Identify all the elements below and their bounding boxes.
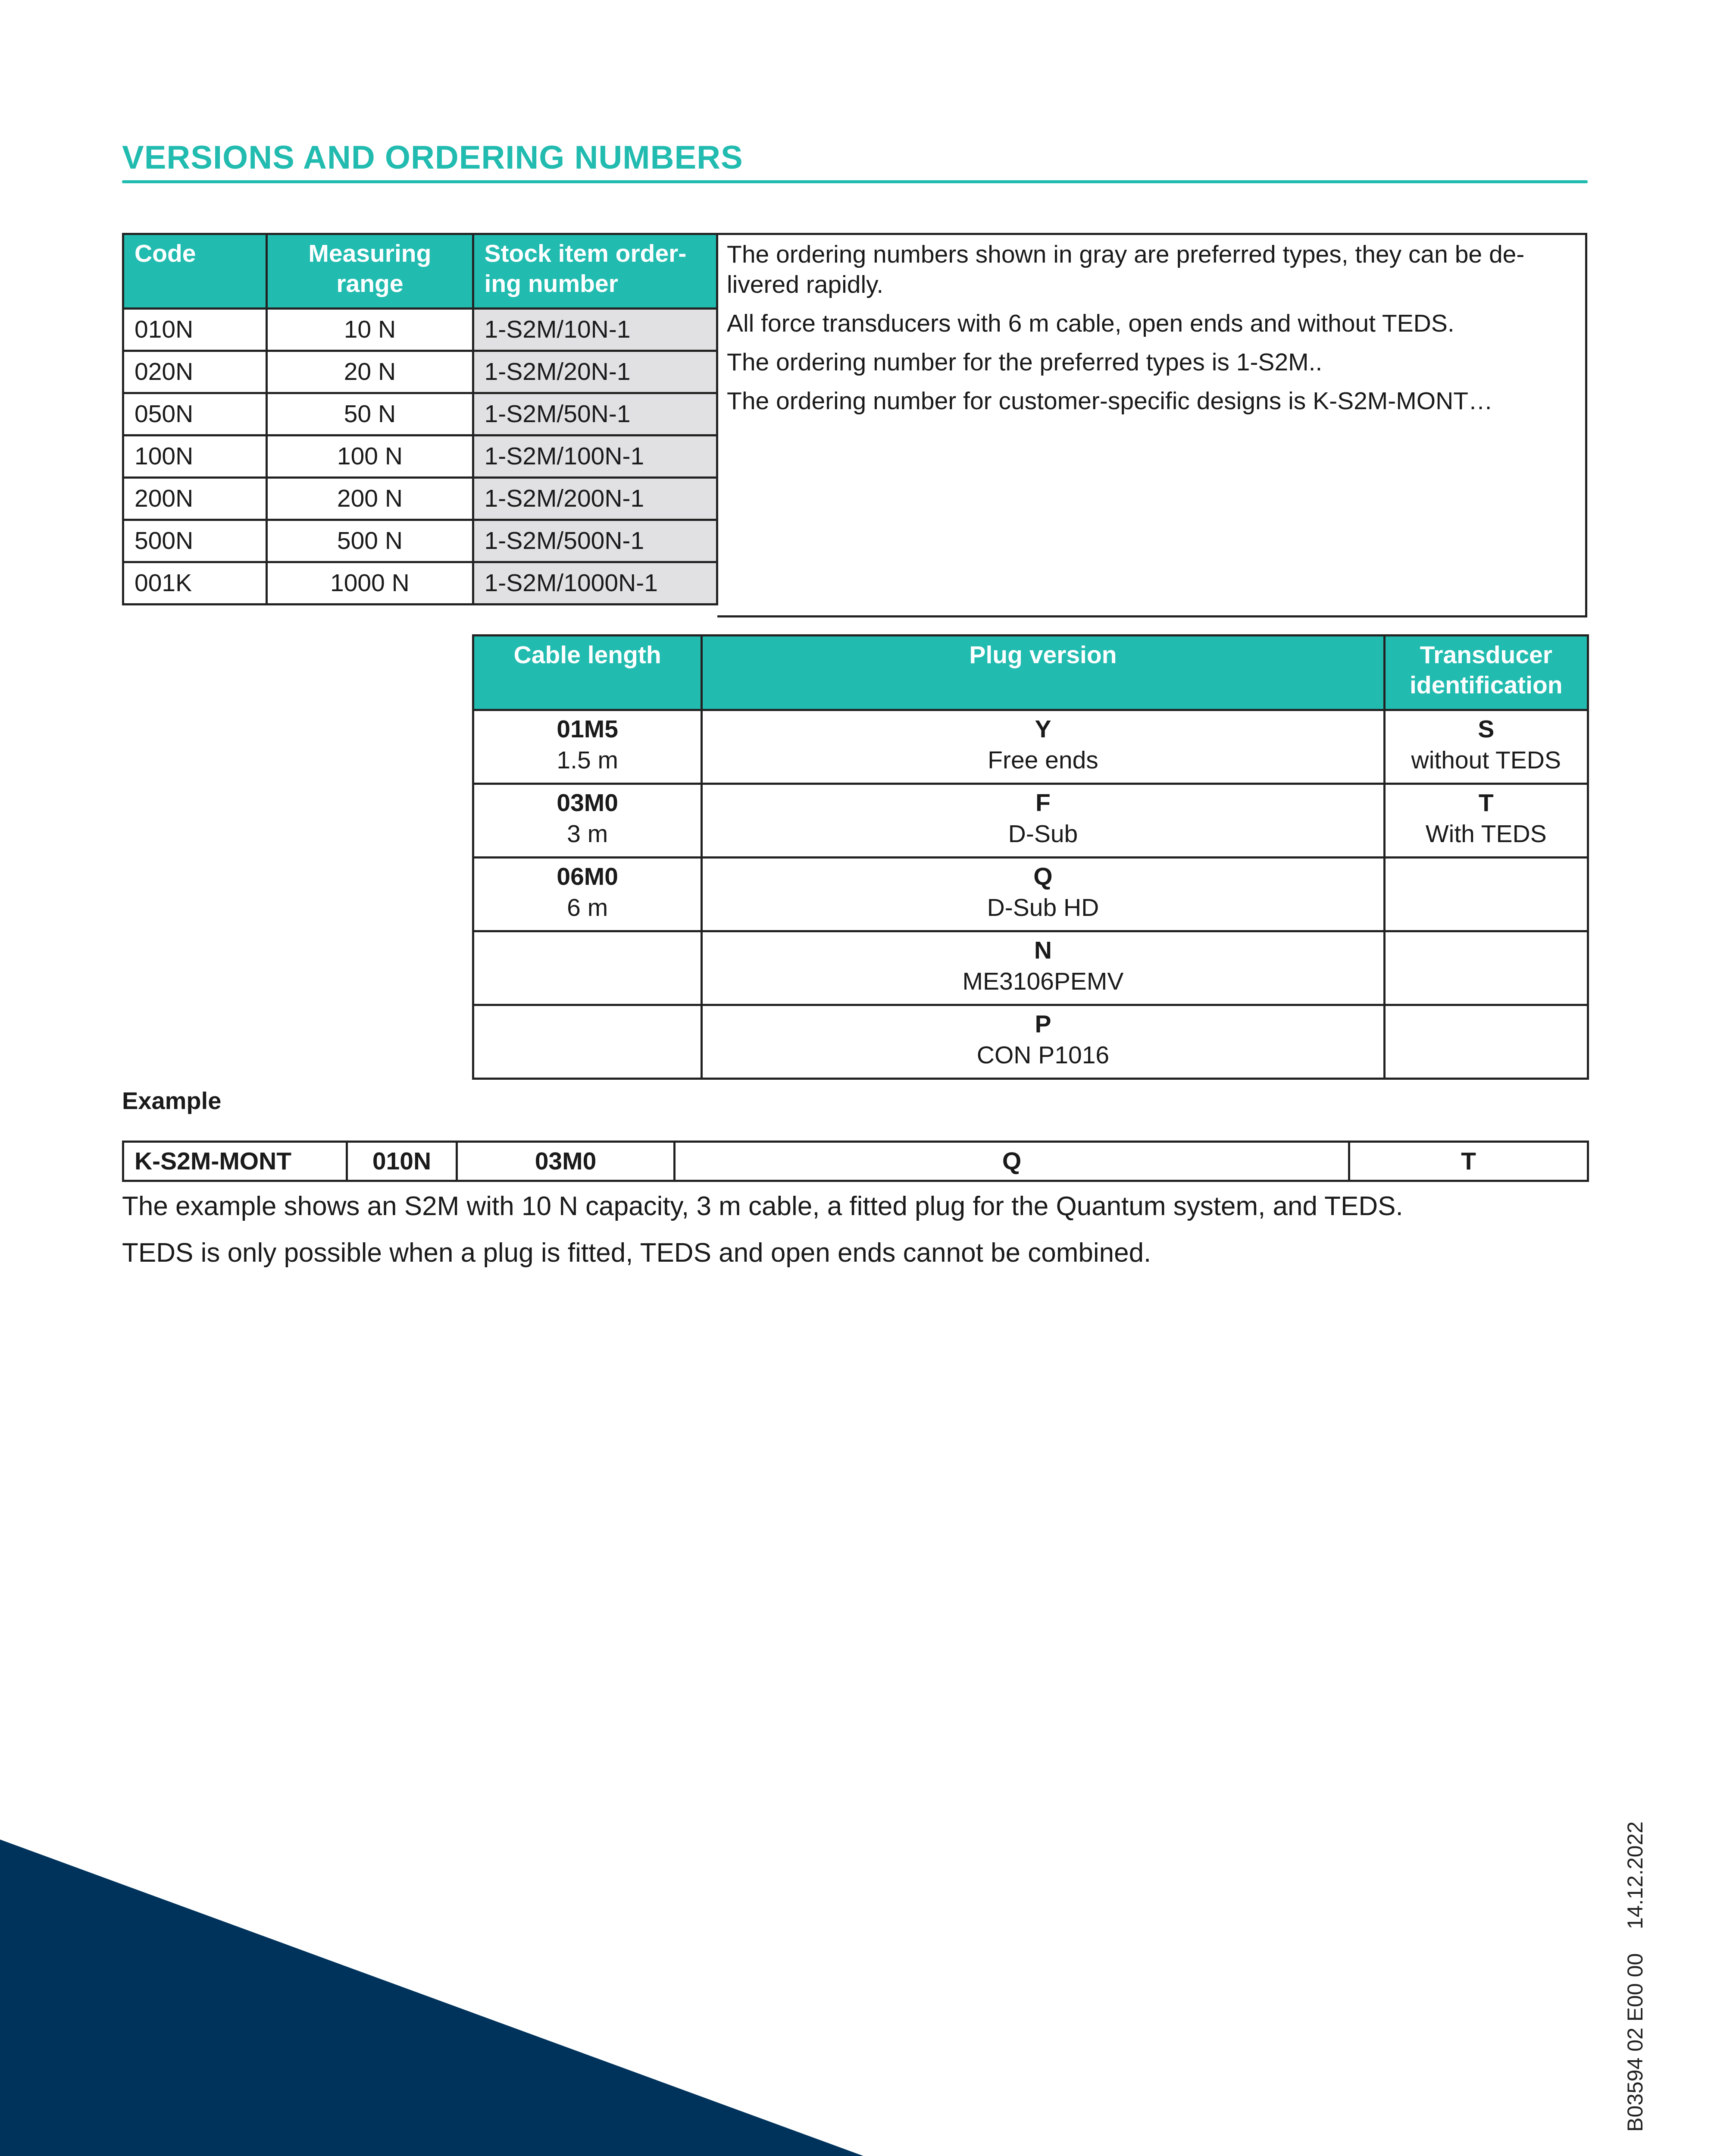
plug-code: F (1035, 789, 1051, 817)
example-description: The example shows an S2M with 10 N capacity, 3 m cable, a fitted plug for the Quantum system, and TEDS. (122, 1191, 1403, 1221)
stock-ordering-number-cell: 1-S2M/200N-1 (473, 478, 717, 520)
transducer-id-cell (1384, 710, 1588, 784)
versions-row (123, 562, 717, 605)
code-cell: 500N (123, 520, 267, 562)
plug-code: N (1034, 937, 1052, 964)
code-cell: 200N (123, 478, 267, 520)
cable-length-cell (473, 1005, 702, 1079)
header-plug-version: Plug version (702, 636, 1384, 710)
cable-description: 6 m (567, 894, 608, 921)
header-stock-ordering-number: Stock item order-ing number (473, 234, 717, 309)
example-cell-code: 010N (347, 1142, 457, 1181)
measuring-range-cell: 20 N (267, 351, 473, 393)
options-row (473, 1005, 1588, 1079)
plug-description: Free ends (988, 746, 1098, 774)
tid-code: S (1478, 715, 1495, 743)
note: The ordering numbers shown in gray are preferred types, they can be de-livered rapidly. (727, 241, 1525, 298)
cable-length-cell (473, 710, 702, 784)
options-header-row (473, 636, 1588, 710)
header-measuring-range: Measuring range (267, 234, 473, 309)
options-row (473, 710, 1588, 784)
plug-version-cell (702, 858, 1384, 931)
document-code (1623, 1821, 1648, 2132)
code-cell: 010N (123, 309, 267, 351)
stock-ordering-number-cell: 1-S2M/10N-1 (473, 309, 717, 351)
cable-length-cell (473, 858, 702, 931)
doc-number: B03594 02 E00 00 (1623, 1953, 1647, 2132)
transducer-id-cell (1384, 858, 1588, 931)
versions-row (123, 478, 717, 520)
navy-triangle (0, 1839, 1585, 2156)
stock-ordering-number-cell: 1-S2M/100N-1 (473, 436, 717, 478)
options-table (472, 634, 1589, 1080)
example-heading: Example (122, 1087, 222, 1114)
doc-date: 14.12.2022 (1623, 1821, 1647, 1930)
tid-code: T (1478, 789, 1494, 817)
plug-description: ME3106PEMV (962, 968, 1124, 995)
options-row (473, 931, 1588, 1005)
versions-row (123, 309, 717, 351)
ordering-notes (717, 233, 1587, 617)
header-code: Code (123, 234, 267, 309)
versions-row (123, 351, 717, 393)
cable-code: 06M0 (557, 863, 618, 890)
cable-code: 03M0 (557, 789, 618, 817)
stock-ordering-number-cell: 1-S2M/1000N-1 (473, 562, 717, 605)
example-table (122, 1141, 1589, 1182)
cable-description: 1.5 m (557, 746, 618, 774)
example-cell-base: K-S2M-MONT (123, 1142, 347, 1181)
transducer-id-cell (1384, 931, 1588, 1005)
tid-description: without TEDS (1411, 746, 1561, 774)
plug-code: P (1035, 1010, 1051, 1038)
measuring-range-cell: 10 N (267, 309, 473, 351)
stock-ordering-number-cell: 1-S2M/500N-1 (473, 520, 717, 562)
measuring-range-cell: 50 N (267, 393, 473, 436)
plug-version-cell (702, 931, 1384, 1005)
versions-row (123, 436, 717, 478)
plug-version-cell (702, 784, 1384, 858)
code-cell: 050N (123, 393, 267, 436)
plug-description: D-Sub HD (987, 894, 1099, 921)
plug-description: CON P1016 (976, 1041, 1110, 1069)
example-cell-plug: Q (675, 1142, 1349, 1181)
code-cell: 020N (123, 351, 267, 393)
note: All force transducers with 6 m cable, open ends and without TEDS. (727, 310, 1455, 337)
plug-version-cell (702, 1005, 1384, 1079)
measuring-range-cell: 100 N (267, 436, 473, 478)
code-cell: 100N (123, 436, 267, 478)
versions-header-row (123, 234, 717, 309)
transducer-id-cell (1384, 784, 1588, 858)
options-row (473, 784, 1588, 858)
plug-code: Q (1033, 863, 1053, 890)
cable-length-cell (473, 931, 702, 1005)
plug-code: Y (1035, 715, 1051, 743)
measuring-range-cell: 500 N (267, 520, 473, 562)
header-transducer-identification: Transducer identification (1384, 636, 1588, 710)
title-underline (122, 180, 1588, 183)
stock-ordering-number-cell: 1-S2M/20N-1 (473, 351, 717, 393)
header-cable-length: Cable length (473, 636, 702, 710)
cable-description: 3 m (567, 820, 608, 848)
measuring-range-cell: 1000 N (267, 562, 473, 605)
versions-row (123, 393, 717, 436)
code-cell: 001K (123, 562, 267, 605)
plug-version-cell (702, 710, 1384, 784)
note: The ordering number for the preferred types is 1-S2M.. (727, 348, 1323, 376)
example-cell-teds: T (1349, 1142, 1588, 1181)
measuring-range-cell: 200 N (267, 478, 473, 520)
cable-length-cell (473, 784, 702, 858)
example-row (123, 1142, 1588, 1181)
options-row (473, 858, 1588, 931)
teds-note: TEDS is only possible when a plug is fitted, TEDS and open ends cannot be combined. (122, 1238, 1151, 1268)
page-title: VERSIONS AND ORDERING NUMBERS (122, 139, 743, 176)
stock-ordering-number-cell: 1-S2M/50N-1 (473, 393, 717, 436)
versions-row (123, 520, 717, 562)
cable-code: 01M5 (557, 715, 618, 743)
example-cell-cable: 03M0 (457, 1142, 675, 1181)
tid-description: With TEDS (1425, 820, 1547, 848)
plug-description: D-Sub (1008, 820, 1078, 848)
note: The ordering number for customer-specific designs is K-S2M-MONT… (727, 387, 1493, 415)
versions-table (122, 233, 718, 605)
transducer-id-cell (1384, 1005, 1588, 1079)
